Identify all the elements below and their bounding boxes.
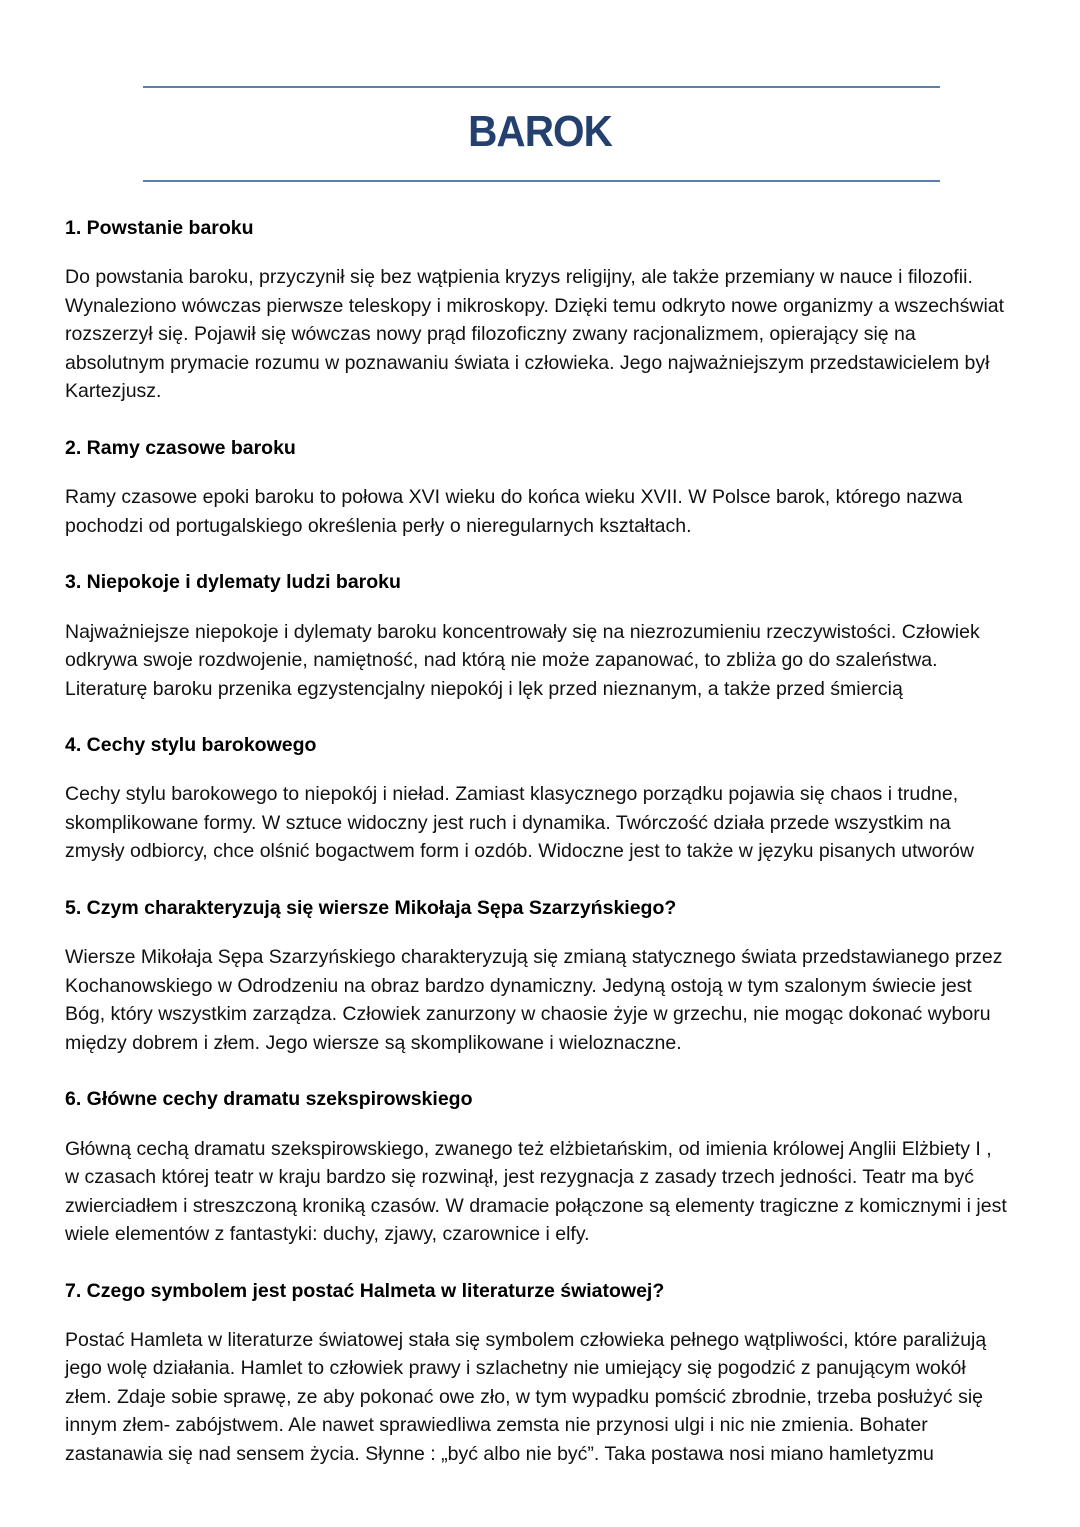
section-body-3: Najważniejsze niepokoje i dylematy baroku koncentrowały się na niezrozumieniu rzeczywistości. Człowiek odkrywa swoje rozdwojenie, namiętność, nad którą nie może zapanować, to zbliża go do szaleństwa. Literaturę baroku przenika egzystencjalny niepokój i lęk przed nieznanym, a także przed śmiercią	[65, 620, 980, 700]
gap	[65, 406, 1010, 436]
gap	[65, 241, 1010, 263]
gap	[65, 921, 1010, 943]
gap	[65, 540, 1010, 570]
section-body-5: Wiersze Mikołaja Sępa Szarzyńskiego charakteryzują się zmianą statycznego świata przedstawianego przez Kochanowskiego w Odrodzeniu na obraz bardzo dynamiczny. Jedyną ostoją w tym szalonym świecie jest Bóg, który wszystkim zarządza. Człowiek zanurzony w chaosie żyje w grzechu, nie mogąc dokonać wyboru między dobrem i złem. Jego wiersze są skomplikowane i wieloznaczne.	[65, 946, 1003, 1054]
section-5	[65, 896, 1010, 1087]
gap	[65, 1249, 1010, 1279]
gap	[65, 866, 1010, 896]
section-heading-1: 1. Powstanie baroku	[65, 217, 254, 239]
section-body-4: Cechy stylu barokowego to niepokój i nieład. Zamiast klasycznego porządku pojawia się chaos i trudne, skomplikowane formy. W sztuce widoczny jest ruch i dynamika. Twórczość działa przede wszystkim na zmysły odbiorcy, chce olśnić bogactwem form i ozdób. Widoczne jest to także w języku pisanych utworów	[65, 783, 974, 863]
gap	[65, 758, 1010, 780]
gap	[65, 596, 1010, 618]
section-heading-3: 3. Niepokoje i dylematy ludzi baroku	[65, 571, 401, 594]
gap	[65, 1057, 1010, 1087]
section-body-1: Do powstania baroku, przyczynił się bez wątpienia kryzys religijny, ale także przemiany w nauce i filozofii. Wynaleziono wówczas pierwsze teleskopy i mikroskopy. Dzięki temu odkryto nowe organizmy a wszechświat rozszerzył się. Pojawił się wówczas nowy prąd filozoficzny zwany racjonalizmem, opierający się na absolutnym prymacie rozumu w poznawaniu świata i człowieka. Jego najważniejszym przedstawicielem był Kartezjusz.	[65, 266, 1005, 403]
section-heading-4: 4. Cechy stylu barokowego	[65, 734, 317, 757]
title-spacer	[0, 182, 1080, 216]
section-body-6: Główną cechą dramatu szekspirowskiego, zwanego też elżbietańskim, od imienia królowej Anglii Elżbiety I , w czasach której teatr w kraju bardzo się rozwinął, jest rezygnacja z zasady trzech jedności. Teatr ma być zwierciadłem i streszczoną kroniką czasów. W dramacie połączone są elementy tragiczne z komicznymi i jest wiele elementów z fantastyki: duchy, zjawy, czarownice i elfy.	[65, 1137, 1007, 1246]
gap	[65, 461, 1010, 483]
gap	[65, 1113, 1010, 1135]
section-6	[65, 1087, 1010, 1278]
section-3	[65, 570, 1010, 733]
section-heading-7: 7. Czego symbolem jest postać Halmeta w literaturze światowej?	[65, 1279, 665, 1302]
section-4	[65, 733, 1010, 896]
section-heading-6: 6. Główne cechy dramatu szekspirowskiego	[65, 1088, 473, 1111]
section-heading-5: 5. Czym charakteryzują się wiersze Mikołaja Sępa Szarzyńskiego?	[65, 896, 677, 919]
section-body-7: Postać Hamleta w literaturze światowej stała się symbolem człowieka pełnego wątpliwości, które paraliżują jego wolę działania. Hamlet to człowiek prawy i szlachetny nie umiejący się pogodzić z panującym wokół złem. Zdaje sobie sprawę, ze aby pokonać owe zło, w tym wypadku pomścić zbrodnie, trzeba posłużyć się innym złem- zabójstwem. Ale nawet sprawiedliwa zemsta nie przynosi ulgi i nic nie zmienia. Bohater zastanawia się nad sensem życia. Słynne : „być albo nie być”. Taka postawa nosi miano hamletyzmu	[65, 1328, 987, 1465]
gap	[65, 703, 1010, 733]
document-header	[143, 0, 937, 182]
section-1	[65, 216, 1010, 436]
page-title: BAROK	[468, 107, 612, 156]
gap	[65, 1304, 1010, 1326]
section-7	[65, 1279, 1010, 1469]
section-2	[65, 436, 1010, 570]
section-body-2: Ramy czasowe epoki baroku to połowa XVI wieku do końca wieku XVII. W Polsce barok, którego nazwa pochodzi od portugalskiego określenia perły o nieregularnych kształtach.	[65, 486, 963, 537]
document-body	[0, 216, 1080, 1468]
section-heading-2: 2. Ramy czasowe baroku	[65, 436, 296, 459]
